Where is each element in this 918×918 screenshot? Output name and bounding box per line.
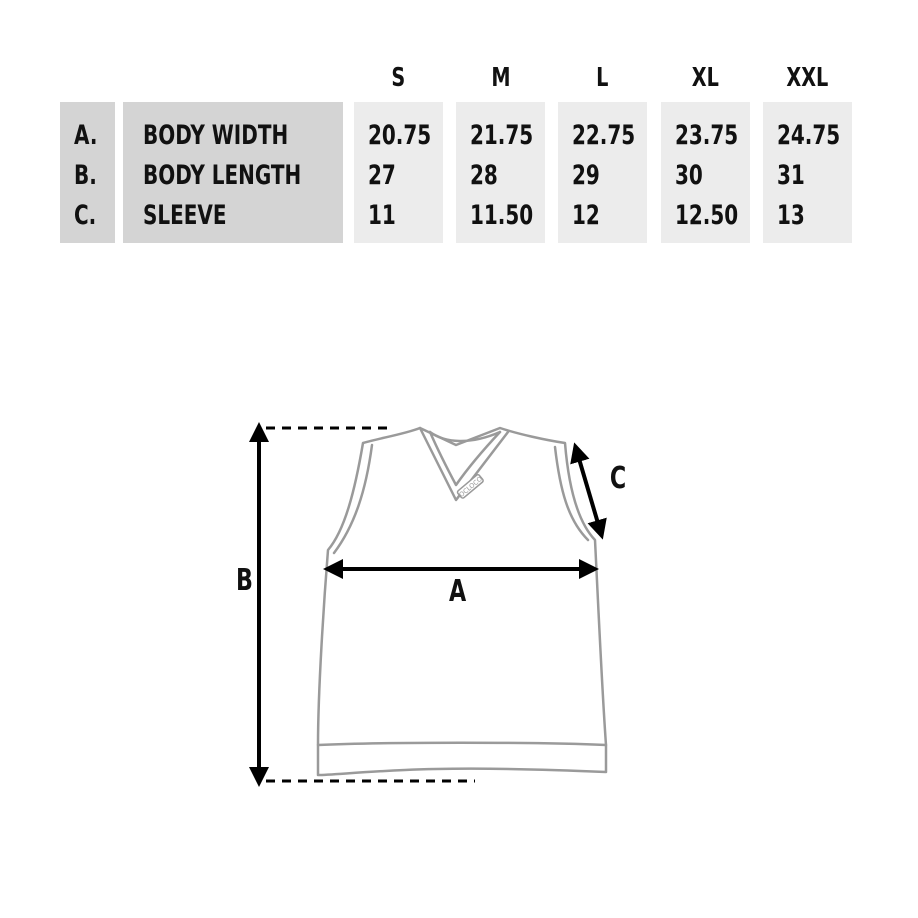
- value-cell: 27: [368, 160, 396, 191]
- label-sleeve: SLEEVE: [143, 200, 227, 231]
- size-header-xl: XL: [691, 63, 720, 93]
- label-a: A: [449, 574, 467, 609]
- label-b: B: [235, 563, 253, 598]
- row-letter-a: A.: [74, 120, 98, 151]
- left-armhole-rib: [334, 445, 372, 553]
- value-cell: 12: [572, 200, 600, 231]
- label-body-width: BODY WIDTH: [143, 120, 289, 151]
- value-cell: 22.75: [572, 120, 636, 151]
- value-cell: 31: [777, 160, 805, 191]
- value-cell: 12.50: [675, 200, 739, 231]
- value-cell: 11.50: [470, 200, 534, 231]
- value-cell: 13: [777, 200, 805, 231]
- hem-band: [318, 743, 606, 745]
- value-cell: 24.75: [777, 120, 841, 151]
- value-cell: 29: [572, 160, 600, 191]
- size-header-s: S: [391, 63, 406, 93]
- value-cell: 30: [675, 160, 703, 191]
- row-letter-c: C.: [74, 200, 97, 231]
- value-cell: 23.75: [675, 120, 739, 151]
- value-cell: 20.75: [368, 120, 432, 151]
- value-cell: 11: [368, 200, 396, 231]
- size-header-m: M: [490, 63, 511, 93]
- svg-text:OCLOCO: OCLOCO: [457, 474, 485, 499]
- value-cell: 21.75: [470, 120, 534, 151]
- row-letter-b: B.: [74, 160, 97, 191]
- value-cell: 28: [470, 160, 498, 191]
- size-header-xxl: XXL: [786, 63, 829, 93]
- label-body-length: BODY LENGTH: [143, 160, 302, 191]
- label-c: C: [609, 461, 627, 496]
- size-header-l: L: [596, 63, 609, 93]
